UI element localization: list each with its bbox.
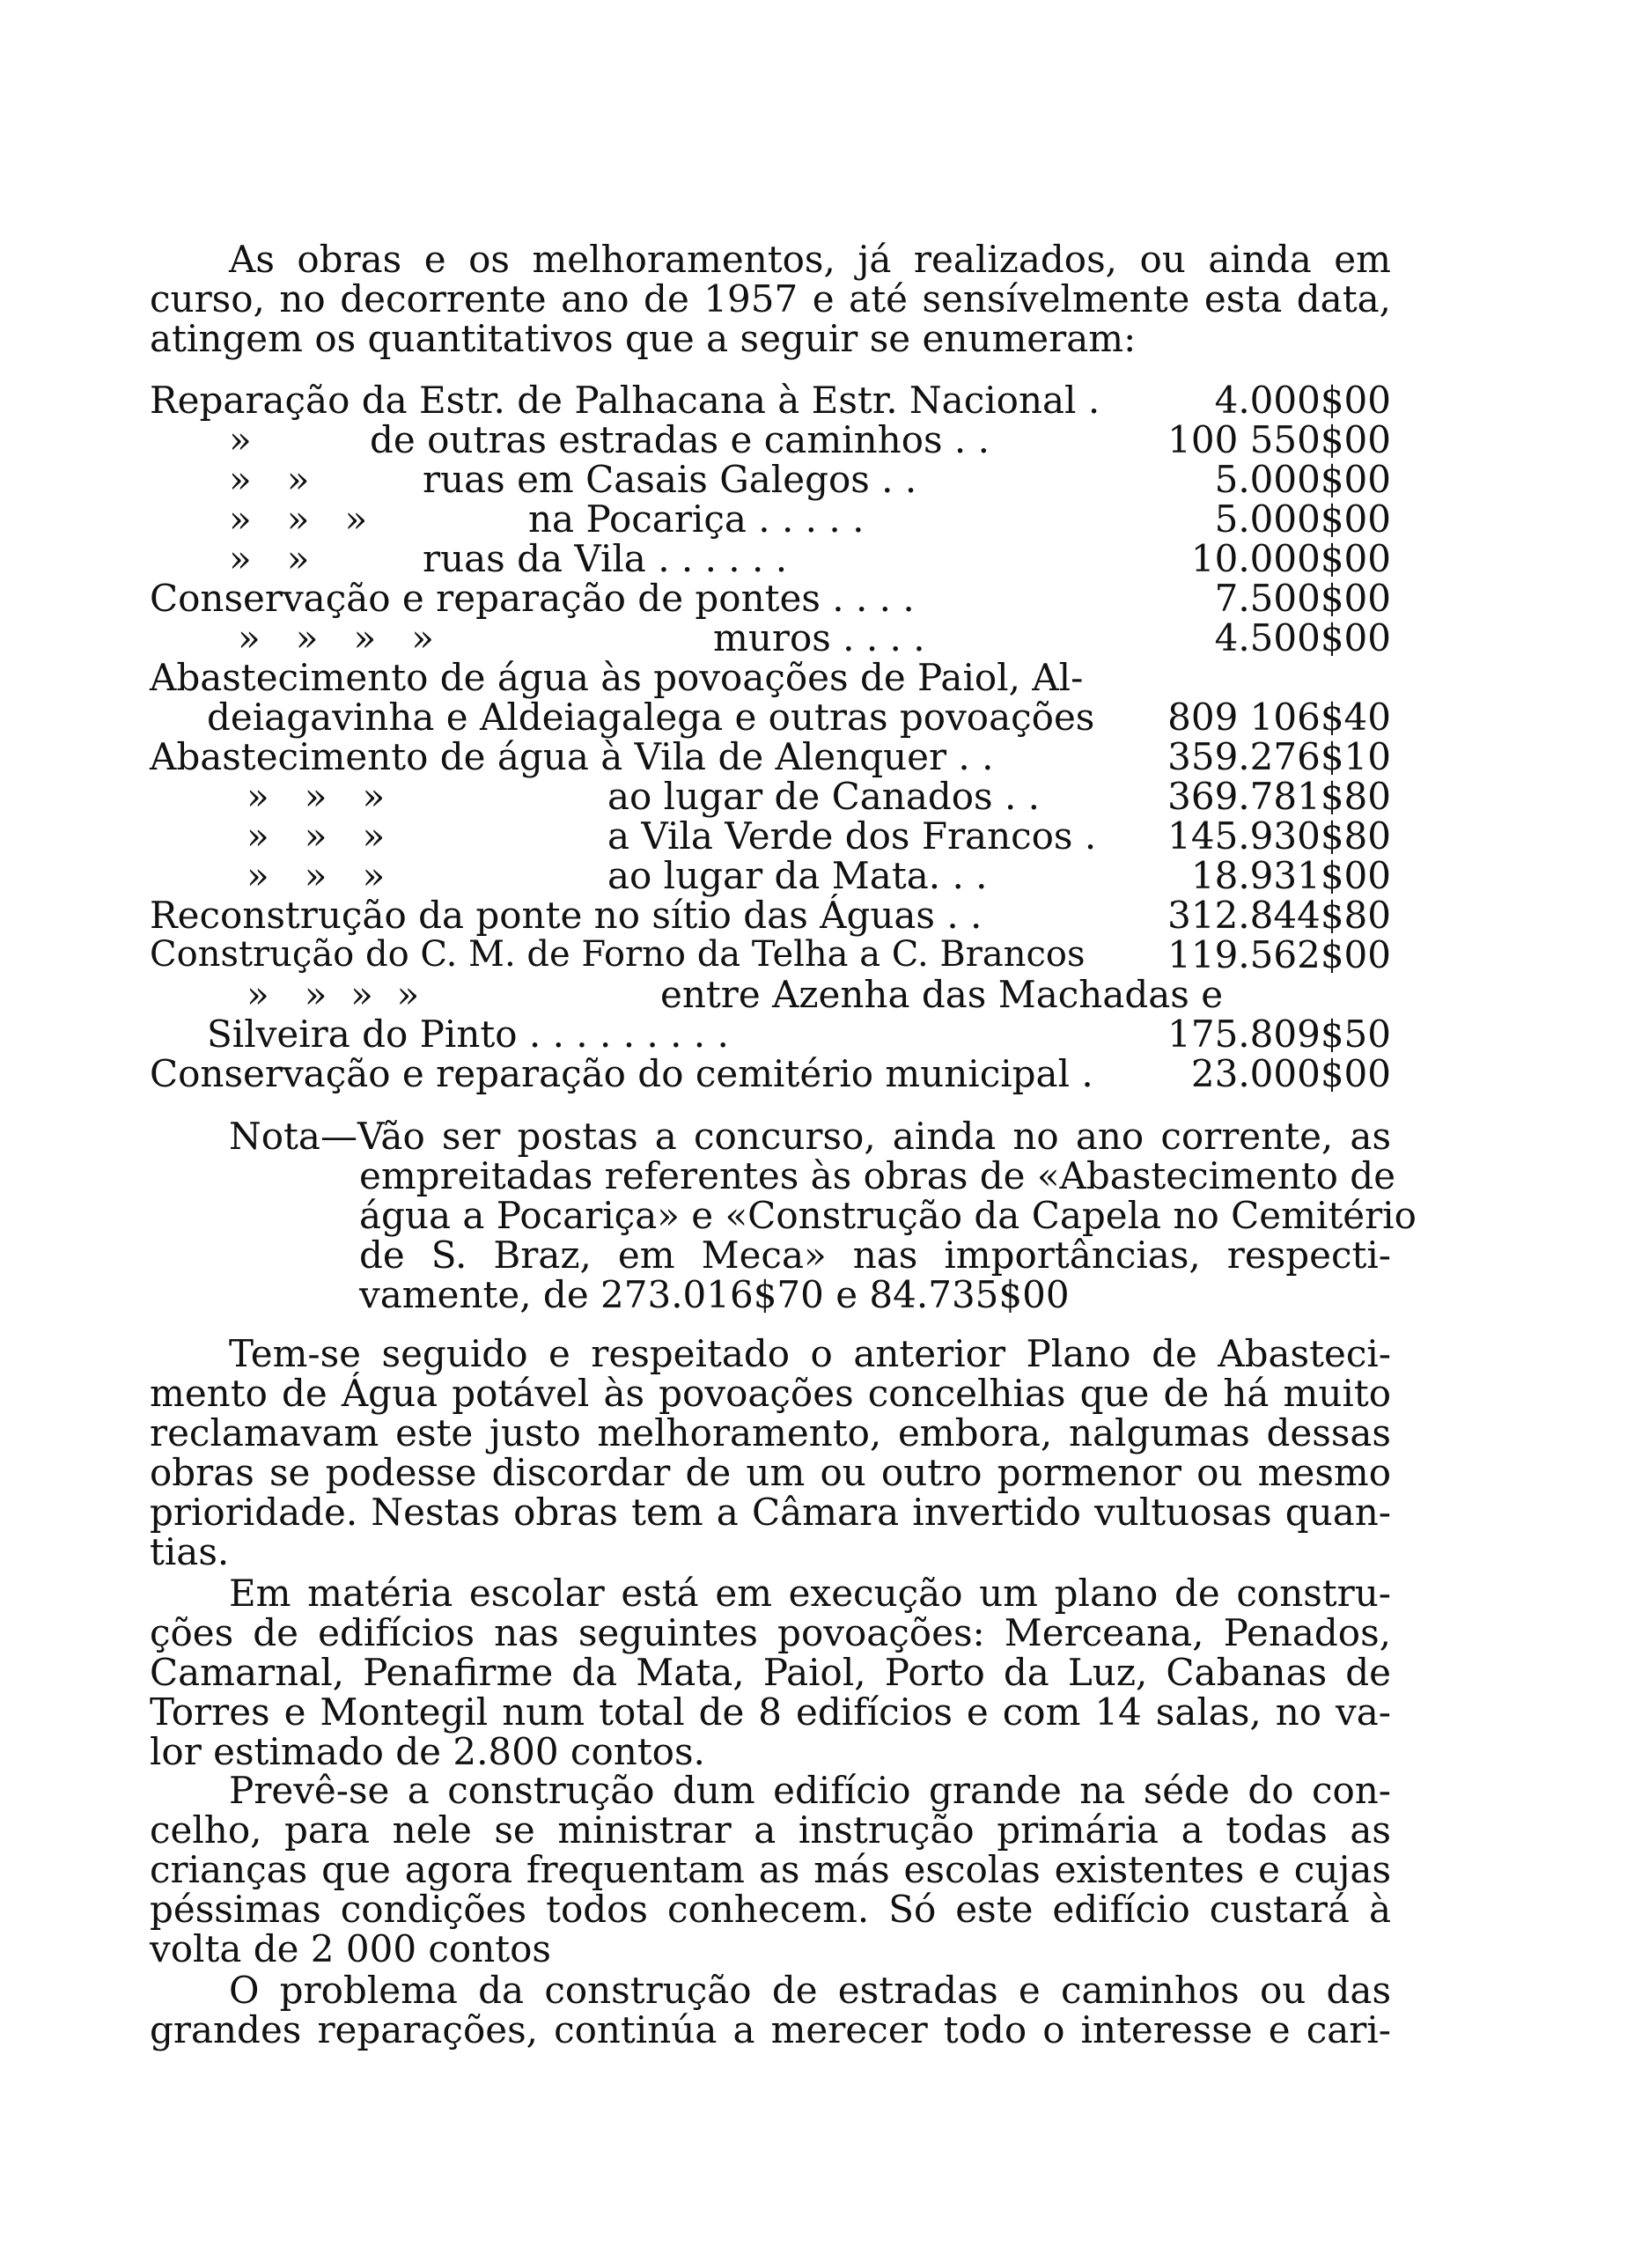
ditto-mark: » » » » [238, 616, 434, 659]
text-line: obras se podesse discordar de um ou outro pormenor ou mesmo [150, 1451, 1391, 1494]
ledger-row [150, 737, 1391, 777]
ledger-description: ao lugar de Canados . . [607, 775, 1040, 818]
note-line: de S. Braz, em Meca» nas importâncias, respecti- [359, 1233, 1391, 1277]
ledger-description: ao lugar da Mata. . . [607, 854, 988, 897]
ledger-amount: 369.781$80 [1167, 775, 1391, 818]
ditto-mark: » » » [247, 775, 386, 818]
note-line: Nota—Vão ser postas a concurso, ainda no ano corrente, as [229, 1115, 1391, 1158]
ledger-row [150, 856, 1391, 895]
ledger-row [150, 380, 1391, 420]
ledger-description: ruas em Casais Galegos . . [423, 458, 917, 501]
ledger-description: muros . . . . [713, 616, 925, 659]
ledger-amount: 100 550$00 [1167, 418, 1391, 461]
ledger-row [150, 895, 1391, 935]
ledger-amount: 175.809$50 [1167, 1012, 1391, 1056]
ledger-row [150, 618, 1391, 658]
ledger-description: deiagavinha e Aldeiagalega e outras povoações [207, 696, 1095, 739]
note-line: água a Pocariça» e «Construção da Capela no Cemitério [359, 1194, 1417, 1237]
ledger-row [150, 420, 1391, 460]
ledger-amount: 23.000$00 [1190, 1052, 1391, 1095]
ditto-mark: » [229, 418, 252, 461]
ledger-amount: 4.000$00 [1214, 379, 1391, 422]
ledger-amount: 119.562$00 [1167, 933, 1391, 976]
note-line: vamente, de 273.016$70 e 84.735$00 [359, 1273, 1070, 1316]
ledger-row [150, 975, 1391, 1014]
text-line: Tem-se seguido e respeitado o anterior Plano de Abasteci- [229, 1332, 1391, 1375]
works-ledger [150, 380, 1391, 1094]
ledger-description: na Pocariça . . . . . [528, 497, 865, 541]
ledger-description: Conservação e reparação de pontes . . . . [150, 577, 915, 620]
ledger-row [150, 578, 1391, 618]
ledger-description: ruas da Vila . . . . . . [423, 537, 788, 580]
ledger-description: Silveira do Pinto . . . . . . . . . [207, 1012, 729, 1056]
text-line: atingem os quantitativos que a seguir se enumeram: [150, 317, 1137, 360]
ledger-description: entre Azenha das Machadas e [660, 973, 1224, 1016]
ledger-amount: 10.000$00 [1190, 537, 1391, 580]
text-line: celho, para nele se ministrar a instrução primária a todas as [150, 1808, 1391, 1852]
ledger-description: a Vila Verde dos Francos . [607, 814, 1097, 858]
ditto-mark: » » » [247, 814, 386, 858]
ledger-row [150, 816, 1391, 856]
text-line: As obras e os melhoramentos, já realizados, ou ainda em [229, 238, 1391, 281]
ledger-amount: 5.000$00 [1214, 497, 1391, 541]
text-line: lor estimado de 2.800 contos. [150, 1730, 705, 1773]
text-line: grandes reparações, continúa a merecer todo o interesse e cari- [150, 2008, 1391, 2051]
intro-paragraph [150, 239, 1391, 358]
body-paragraph [150, 1970, 1391, 2050]
ledger-description: Abastecimento de água às povoações de Paiol, Al- [150, 656, 1084, 699]
ditto-mark: » » » » [247, 973, 420, 1016]
ditto-mark: » » » [247, 854, 386, 897]
ledger-row [150, 935, 1391, 975]
text-line: O problema da construção de estradas e caminhos ou das [229, 1969, 1391, 2012]
text-line: crianças que agora frequentam as más escolas existentes e cujas [150, 1848, 1391, 1891]
ditto-mark: » » » [229, 497, 368, 541]
ledger-amount: 312.844$80 [1167, 894, 1391, 937]
ledger-amount: 18.931$00 [1190, 854, 1391, 897]
ledger-description: Reparação da Estr. de Palhacana à Estr. Nacional . [150, 379, 1100, 422]
ledger-row [150, 658, 1391, 697]
text-line: curso, no decorrente ano de 1957 e até sensívelmente esta data, [150, 277, 1391, 320]
text-line: Em matéria escolar está em execução um plano de constru- [229, 1572, 1391, 1615]
ledger-amount: 7.500$00 [1214, 577, 1391, 620]
text-line: reclamavam este justo melhoramento, embora, nalgumas dessas [150, 1411, 1391, 1454]
ledger-description: Reconstrução da ponte no sítio das Águas . . [150, 894, 983, 937]
ledger-row [150, 499, 1391, 539]
ledger-amount: 4.500$00 [1214, 616, 1391, 659]
ledger-amount: 5.000$00 [1214, 458, 1391, 501]
ledger-amount: 145.930$80 [1167, 814, 1391, 858]
ledger-description: Construção do C. M. de Forno da Telha a C. Brancos [150, 934, 1086, 975]
ledger-row [150, 1054, 1391, 1094]
note-block [229, 1115, 1417, 1316]
text-line: Camarnal, Penafirme da Mata, Paiol, Porto da Luz, Cabanas de [150, 1651, 1391, 1694]
ledger-amount: 359.276$10 [1167, 735, 1391, 778]
text-line: prioridade. Nestas obras tem a Câmara invertido vultuosas quan- [150, 1491, 1391, 1534]
ledger-row [150, 777, 1391, 816]
text-line: péssimas condições todos conhecem. Só este edifício custará à [150, 1888, 1391, 1931]
text-line: ções de edifícios nas seguintes povoações: Merceana, Penados, [150, 1611, 1391, 1654]
text-line: mento de Água potável às povoações concelhias que de há muito [150, 1372, 1391, 1415]
body-paragraph [150, 1771, 1391, 1969]
ledger-row [150, 539, 1391, 578]
ledger-description: de outras estradas e caminhos . . [370, 418, 990, 461]
text-line: Prevê-se a construção dum edifício grande na séde do con- [229, 1769, 1391, 1812]
ditto-mark: » » [229, 458, 310, 501]
text-line: tias. [150, 1530, 230, 1573]
ledger-amount: 809 106$40 [1167, 696, 1391, 739]
ledger-description: Conservação e reparação do cemitério municipal . [150, 1052, 1093, 1095]
ledger-description: Abastecimento de água à Vila de Alenquer . . [150, 735, 994, 778]
text-line: Torres e Montegil num total de 8 edifícios e com 14 salas, no va- [150, 1690, 1391, 1734]
ledger-row [150, 697, 1391, 737]
ledger-row [150, 460, 1391, 499]
ledger-row [150, 1014, 1391, 1054]
text-line: volta de 2 000 contos [150, 1927, 551, 1970]
body-paragraph [150, 1573, 1391, 1771]
note-line: empreitadas referentes às obras de «Abastecimento de [359, 1154, 1396, 1197]
body-paragraph [150, 1334, 1391, 1572]
ditto-mark: » » [229, 537, 310, 580]
